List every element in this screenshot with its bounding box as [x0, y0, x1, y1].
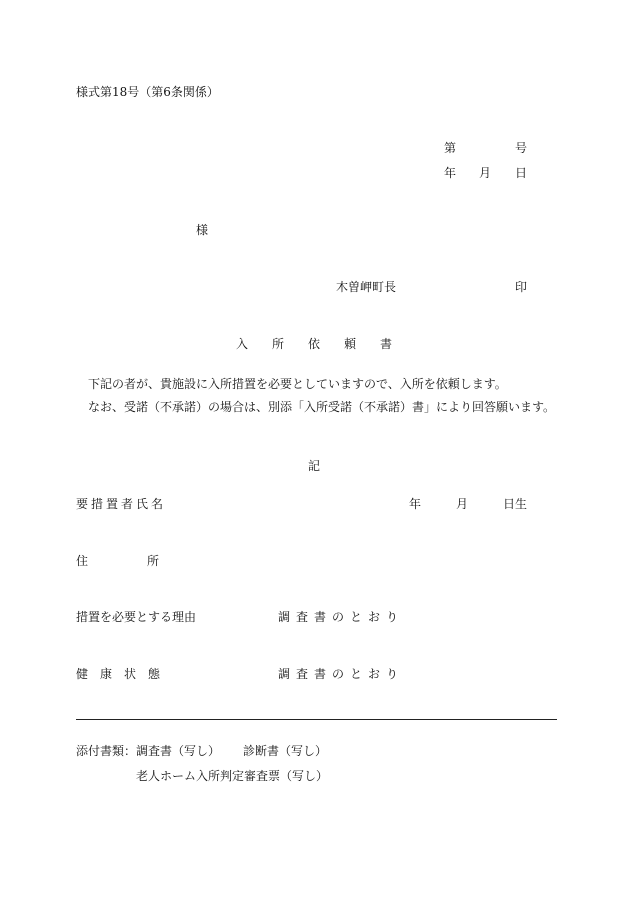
health-label: 健康状態 [76, 667, 173, 681]
divider-line [76, 719, 557, 720]
title-char: 入 [236, 337, 249, 351]
date-day: 日 [515, 166, 528, 180]
title-char: 頼 [344, 337, 357, 351]
health-value: 調査書のとおり [278, 667, 405, 681]
sender-seal: 印 [515, 280, 528, 294]
address-label-a: 住 [76, 554, 89, 568]
title-char: 依 [308, 337, 321, 351]
title-char: 書 [380, 337, 393, 351]
doc-number-go: 号 [515, 141, 528, 155]
name-label: 要措置者氏名 [76, 497, 167, 511]
reason-value: 調査書のとおり [278, 610, 405, 624]
birth-month: 月 [456, 497, 469, 511]
addressee-sama: 様 [196, 223, 209, 237]
sender-title: 木曽岬町長 [336, 280, 397, 294]
body-line-1: 下記の者が、貴施設に入所措置を必要としていますので、入所を依頼します。 [88, 377, 507, 391]
attachment-item-2: 診断書（写し） [243, 744, 328, 758]
title-char: 所 [272, 337, 285, 351]
address-label-b: 所 [147, 554, 160, 568]
doc-number-dai: 第 [444, 141, 457, 155]
birth-year: 年 [409, 497, 422, 511]
attachments-label: 添付書類： [76, 744, 137, 758]
form-number: 様式第18号（第6条関係） [76, 85, 219, 99]
body-line-2: なお、受諾（不承諾）の場合は、別添「入所受諾（不承諾）書」により回答願います。 [88, 400, 556, 414]
date-year: 年 [444, 166, 457, 180]
birth-day: 日生 [503, 497, 528, 511]
ki-heading: 記 [308, 459, 321, 473]
reason-label: 措置を必要とする理由 [76, 610, 197, 624]
attachment-item-3: 老人ホーム入所判定審査票（写し） [136, 769, 329, 783]
date-month: 月 [479, 166, 492, 180]
attachment-item-1: 調査書（写し） [136, 744, 221, 758]
